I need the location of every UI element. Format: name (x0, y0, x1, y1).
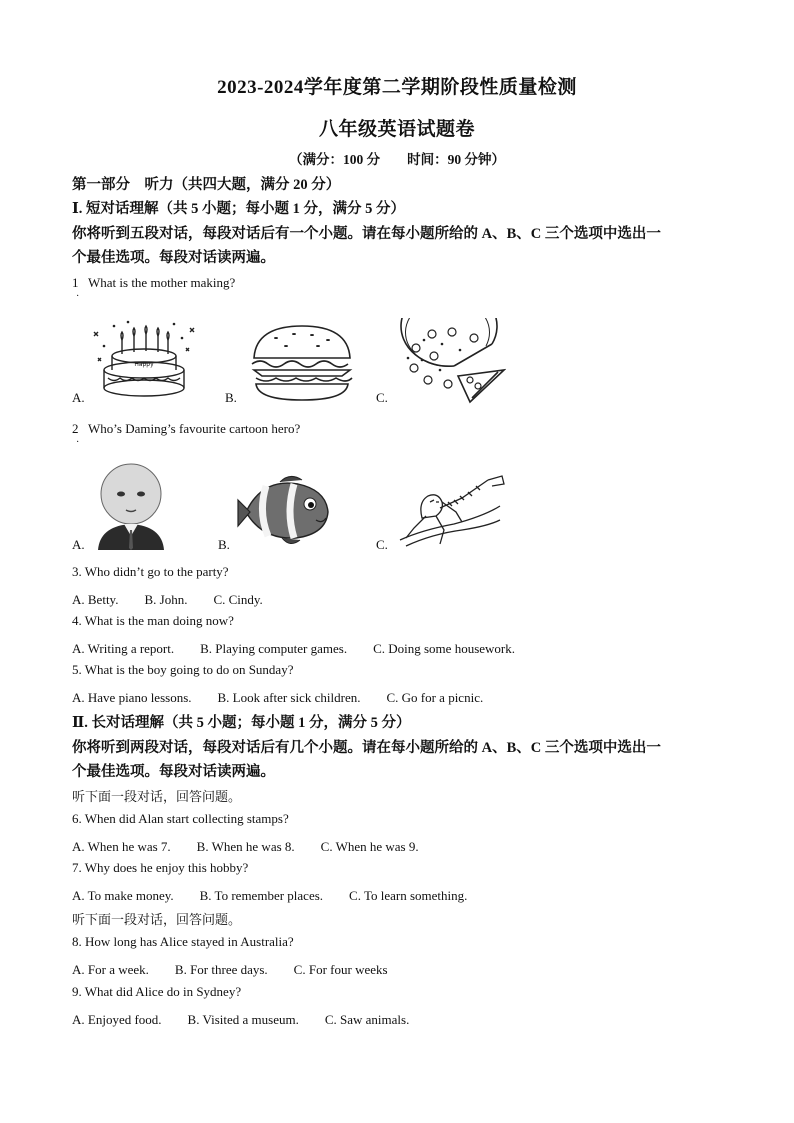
section-instructions: 你将听到两段对话，每段对话后有几个小题。请在每小题所给的 A、B、C 三个选项中选出一 (72, 740, 661, 756)
dot-mark: · (76, 437, 80, 448)
question-text: 4. What is the man doing now? (72, 613, 234, 628)
option-label: C. (376, 537, 388, 552)
part-heading: 第一部分 听力（共四大题，满分 20 分） (72, 177, 341, 193)
listen-instruction: 听下面一段对话，回答问题。 (72, 912, 242, 927)
option-label: B. (218, 537, 230, 552)
section-instructions: 个最佳选项。每段对话读两遍。 (72, 250, 275, 266)
option-label: B. (225, 390, 237, 405)
answer-options: A. Writing a report. B. Playing computer games. C. Doing some housework. (72, 641, 515, 656)
question-text: Who’s Daming’s favourite cartoon hero? (88, 421, 301, 436)
option-label: C. (376, 390, 388, 405)
question-text: 6. When did Alan start collecting stamps? (72, 811, 289, 826)
question-text: 8. How long has Alice stayed in Australia? (72, 934, 294, 949)
section-heading: Ⅱ. 长对话理解（共 5 小题；每小题 1 分，满分 5 分） (72, 715, 411, 731)
section-instructions: 个最佳选项。每段对话读两遍。 (72, 764, 275, 780)
question-number: 2 (72, 421, 79, 436)
question-text: 5. What is the boy going to do on Sunday? (72, 662, 294, 677)
section-heading: Ⅰ. 短对话理解（共 5 小题；每小题 1 分，满分 5 分） (72, 201, 406, 217)
question-text: 7. Why does he enjoy this hobby? (72, 860, 249, 875)
question-number: 1 (72, 275, 79, 290)
clownfish-icon (236, 470, 342, 548)
section-instructions: 你将听到五段对话，每段对话后有一个小题。请在每小题所给的 A、B、C 三个选项中选出一 (72, 226, 661, 242)
boss-baby-icon (88, 460, 174, 550)
answer-options: A. To make money. B. To remember places. C. To learn something. (72, 888, 468, 903)
question-text: What is the mother making? (88, 275, 236, 290)
pizza-icon (394, 318, 506, 404)
page-title: 2023-2024学年度第二学期阶段性质量检测 (217, 77, 577, 98)
birthday-cake-icon (88, 318, 200, 402)
answer-options: A. Have piano lessons. B. Look after sick children. C. Go for a picnic. (72, 690, 484, 705)
question-text: 9. What did Alice do in Sydney? (72, 984, 242, 999)
option-label: A. (72, 390, 85, 405)
hamburger-icon (246, 322, 358, 402)
page-subtitle: 八年级英语试题卷 (318, 119, 475, 140)
spiderman-icon (392, 472, 508, 552)
question-text: 3. Who didn’t go to the party? (72, 564, 229, 579)
answer-options: A. When he was 7. B. When he was 8. C. When he was 9. (72, 839, 419, 854)
answer-options: A. For a week. B. For three days. C. For four weeks (72, 962, 388, 977)
answer-options: A. Enjoyed food. B. Visited a museum. C. Saw animals. (72, 1012, 410, 1027)
answer-options: A. Betty. B. John. C. Cindy. (72, 592, 263, 607)
exam-meta: （满分：100 分 时间：90 分钟） (289, 152, 505, 167)
svg-text:Happy: Happy (134, 361, 154, 368)
listen-instruction: 听下面一段对话，回答问题。 (72, 789, 242, 804)
option-label: A. (72, 537, 85, 552)
dot-mark: · (76, 291, 80, 302)
